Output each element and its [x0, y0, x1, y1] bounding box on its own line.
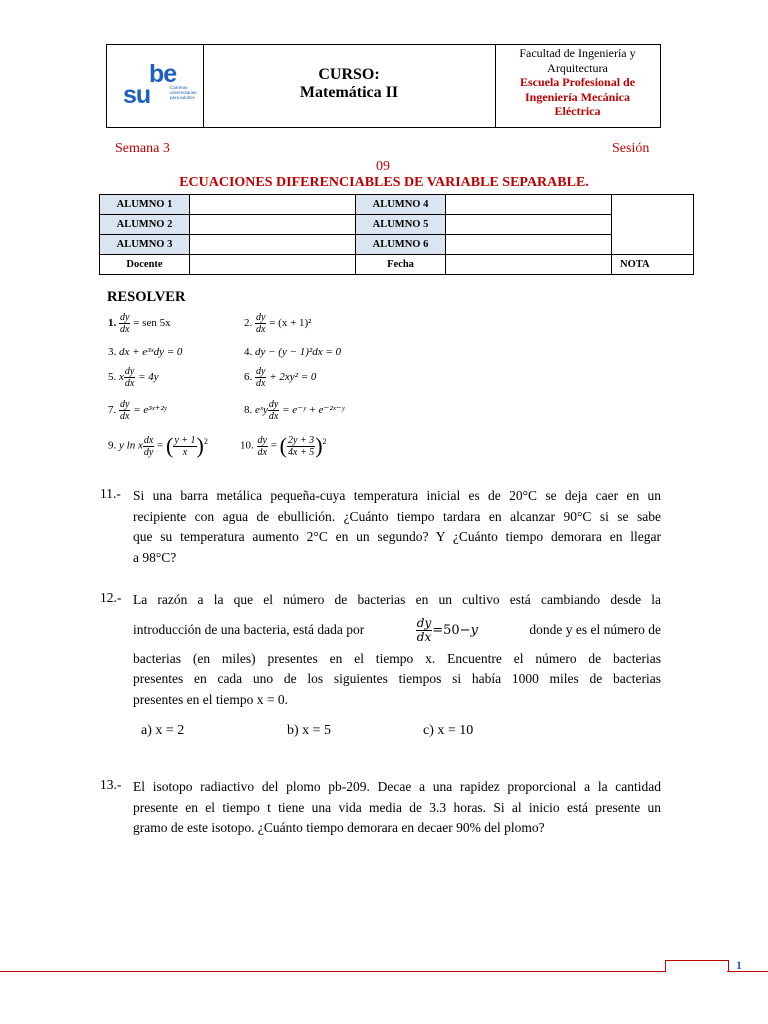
alumno-6-field[interactable]	[446, 235, 612, 255]
school-line-2: Ingeniería Mecánica	[525, 89, 630, 104]
nota-field[interactable]	[612, 195, 694, 255]
page-number: 1	[736, 958, 742, 972]
alumno-4-field[interactable]	[446, 195, 612, 215]
alumno-3-label: ALUMNO 3	[100, 235, 190, 255]
logo-be: be	[149, 60, 177, 88]
week-label: Semana 3	[115, 141, 170, 156]
alumno-2-field[interactable]	[190, 215, 356, 235]
option-b: b) x = 5	[287, 723, 332, 738]
fecha-field[interactable]	[446, 255, 612, 275]
course-label: CURSO:	[318, 66, 380, 83]
student-table	[99, 194, 694, 275]
logo-su: su	[123, 81, 151, 109]
logo-tagline: Carreras universitarias para adultos	[170, 85, 197, 100]
problem-13-number: 13.-	[100, 777, 122, 792]
course-cell	[203, 45, 496, 127]
docente-label: Docente	[100, 255, 190, 275]
docente-field[interactable]	[190, 255, 356, 275]
section-title: RESOLVER	[107, 289, 186, 305]
exercise-4: 4. dy − (y − 1)²dx = 0	[244, 346, 342, 358]
nota-label: NOTA	[612, 255, 694, 275]
problem-12: La razón a la que el número de bacterias en un cultivo está cambiando desde la introducción de una bacteria, está dada por $\frac{dy}{dx}$ =50−y donde y es el número de bacterias (en miles) presentes en el tiempo x. Encuentre el número de bacterias presentes en cada uno de los siguientes tiempos si había 1000 miles de bacterias presentes en el tiempo x = 0.	[133, 592, 661, 707]
problem-11-number: 11.-	[100, 486, 121, 501]
alumno-2-label: ALUMNO 2	[100, 215, 190, 235]
alumno-3-field[interactable]	[190, 235, 356, 255]
exercise-2: 2. $\frac{dy}{dx}$ = (x + 1)²	[244, 312, 312, 335]
faculty-name: Facultad de Ingeniería y Arquitectura	[519, 46, 636, 75]
exercise-10: 10. $\frac{dy}{dx}$ = ( $\frac{2y + 3}{4x + 5}$ )$^2$	[240, 433, 327, 458]
course-name: Matemática II	[299, 84, 399, 101]
footer-rule-right	[727, 971, 768, 972]
session-number: 09	[376, 159, 390, 174]
exercise-9: 9. y ln x $\frac{dx}{dy}$ = ( $\frac{y + 1}{x}$ )$^2$	[108, 433, 208, 458]
alumno-4-label: ALUMNO 4	[356, 195, 446, 215]
option-a: a) x = 2	[141, 723, 185, 738]
exercise-3: 3. dx + e³ˣdy = 0	[108, 346, 183, 358]
exercise-1: 1. $\frac{dy}{dx}$ = sen 5x	[108, 312, 171, 335]
school-line-3: Eléctrica	[554, 104, 601, 118]
alumno-6-label: ALUMNO 6	[356, 235, 446, 255]
problem-13: El isotopo radiactivo del plomo pb-209. Decae a una rapidez proporcional a la cantidad presente en el tiempo t tiene una vida media de 3.3 horas. Si al inicio está presente un gramo de este isotopo. ¿Cuánto tiempo demorara en decaer 90% del plomo?	[133, 779, 661, 835]
exercise-7: 7. $\frac{dy}{dx}$ = e³ˣ⁺²ʸ	[108, 399, 167, 422]
document-header	[106, 44, 661, 128]
fecha-label: Fecha	[356, 255, 446, 275]
problem-11: Si una barra metálica pequeña-cuya temperatura inicial es de 20°C se deja caer en un recipiente con agua de ebullición. ¿Cuánto tiempo tardara en alcanzar 90°C si se sabe que su temperatura aumento 2°C en un segundo? Y ¿Cuánto tiempo demorara en llegar a 98°C?	[133, 488, 661, 565]
page-title: ECUACIONES DIFERENCIABLES DE VARIABLE SEPARABLE.	[179, 175, 589, 190]
option-c: c) x = 10	[423, 723, 474, 738]
exercise-6: 6. $\frac{dy}{dx}$ + 2xy² = 0	[244, 366, 317, 389]
exercise-5: 5. x $\frac{dy}{dx}$ = 4y	[108, 366, 159, 389]
alumno-1-label: ALUMNO 1	[100, 195, 190, 215]
footer-rule	[0, 971, 665, 972]
exercise-8: 8. eˣy $\frac{dy}{dx}$ = e⁻ʸ + e⁻²ˣ⁻ʸ	[244, 399, 345, 422]
logo-cell	[107, 45, 204, 127]
faculty-cell	[495, 45, 660, 128]
alumno-5-field[interactable]	[446, 215, 612, 235]
alumno-5-label: ALUMNO 5	[356, 215, 446, 235]
footer-page-tab	[665, 960, 729, 972]
problem-12-number: 12.-	[100, 590, 122, 605]
alumno-1-field[interactable]	[190, 195, 356, 215]
school-line-1: Escuela Profesional de	[519, 75, 636, 89]
session-label: Sesión	[612, 141, 650, 156]
